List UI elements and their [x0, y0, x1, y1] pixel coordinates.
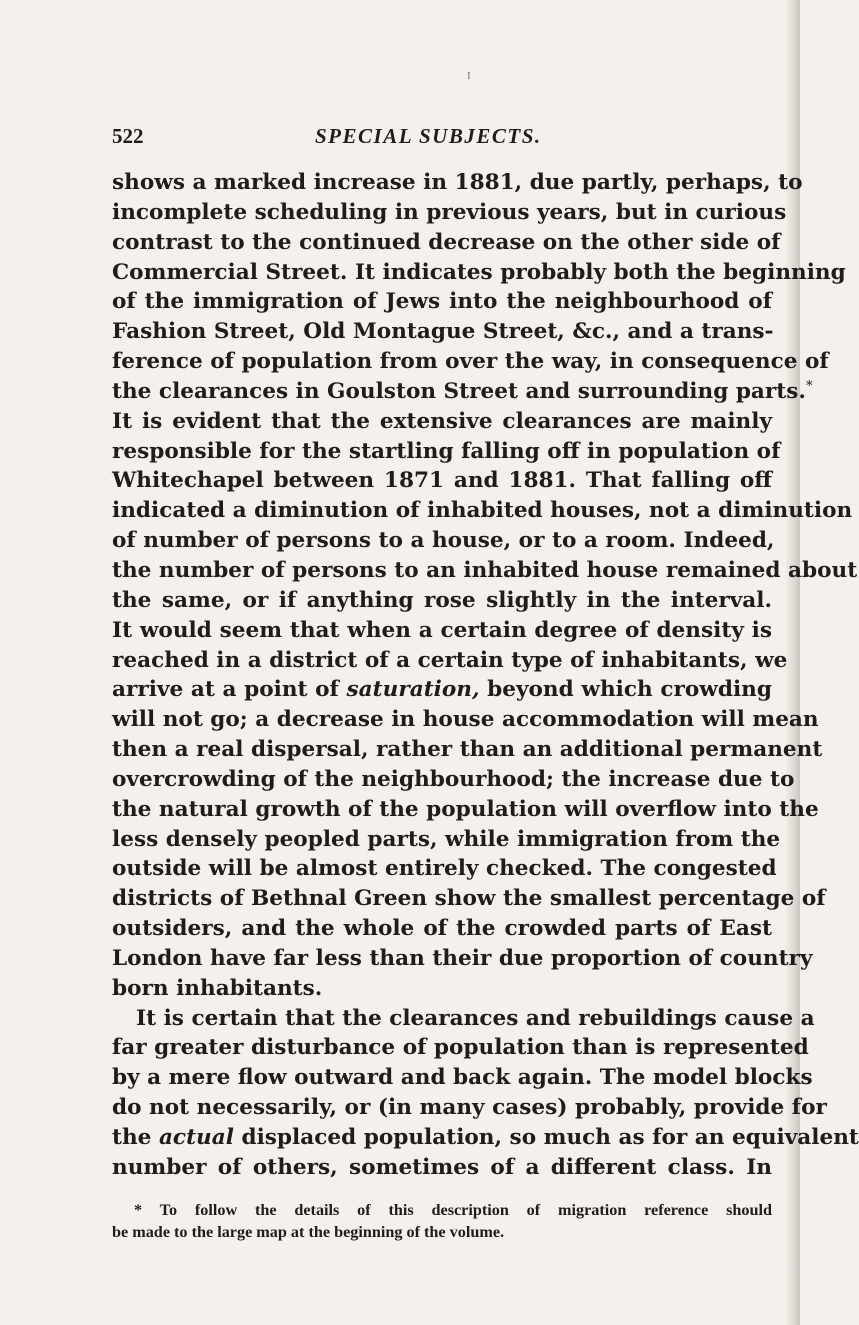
- text-segment: the natural growth of the population will overflow into the: [112, 796, 819, 822]
- text-line: [112, 854, 777, 884]
- text-line: [112, 1004, 815, 1034]
- text-line: [112, 616, 772, 646]
- text-line: [112, 1093, 827, 1123]
- text-segment: shows a marked increase in 1881, due partly, perhaps, to: [112, 170, 803, 195]
- footnote: [112, 1199, 772, 1243]
- text-line: [112, 1033, 809, 1063]
- body-text: [112, 168, 859, 1183]
- text-line: [112, 705, 819, 735]
- text-line: [112, 228, 781, 258]
- text-segment: will not go; a decrease in house accommodation will mean: [112, 707, 819, 733]
- text-segment: outside will be almost entirely checked. The congested: [112, 856, 777, 882]
- text-segment: arrive at a point of: [112, 677, 347, 703]
- text-segment: contrast to the continued decrease on the other side of: [112, 229, 781, 255]
- text-line: [112, 198, 787, 228]
- footnote-marker: *: [805, 378, 813, 394]
- text-line: [112, 914, 772, 944]
- italic-phrase: actual: [158, 1125, 234, 1150]
- text-line: [112, 646, 788, 676]
- text-segment: by a mere flow outward and back again. The model blocks: [112, 1065, 813, 1091]
- text-line: [112, 825, 781, 855]
- text-line: [112, 407, 772, 437]
- text-line: [112, 586, 772, 616]
- text-segment: incomplete scheduling in previous years, but in curious: [112, 199, 787, 225]
- running-head: [112, 124, 772, 152]
- text-segment: far greater disturbance of population than is represented: [112, 1035, 809, 1061]
- text-segment: responsible for the startling falling off in population of: [112, 438, 781, 464]
- text-line: [112, 974, 772, 1004]
- text-line: [112, 765, 795, 795]
- text-line: [112, 1063, 813, 1093]
- text-segment: Commercial Street. It indicates probably both the beginning: [112, 259, 846, 285]
- text-segment: reached in a district of a certain type of inhabitants, we: [112, 647, 788, 673]
- text-line: [112, 466, 772, 496]
- text-segment: beyond which crowding: [479, 677, 772, 703]
- text-segment: of number of persons to a house, or to a room. Indeed,: [112, 528, 775, 554]
- text-line: [112, 347, 829, 377]
- text-segment: number of others, sometimes of a different class. In: [112, 1154, 772, 1180]
- text-line: [112, 496, 853, 526]
- text-segment: ference of population from over the way, in consequence of: [112, 349, 829, 375]
- text-segment: Whitechapel between 1871 and 1881. That falling off: [112, 468, 772, 494]
- text-line: [112, 884, 826, 914]
- text-line: [112, 377, 813, 407]
- italic-phrase: saturation,: [346, 677, 480, 703]
- text-segment: born inhabitants.: [112, 975, 323, 1001]
- top-mark: I: [467, 70, 471, 82]
- text-line: [112, 1123, 859, 1153]
- text-segment: the number of persons to an inhabited house remained about: [112, 557, 858, 583]
- text-segment: districts of Bethnal Green show the smallest percentage of: [112, 886, 826, 912]
- text-line: [112, 944, 813, 974]
- text-segment: of the immigration of Jews into the neighbourhood of: [112, 289, 772, 315]
- text-segment: London have far less than their due proportion of country: [112, 945, 813, 971]
- text-segment: It is evident that the extensive clearances are mainly: [112, 408, 772, 434]
- footnote-line: * To follow the details of this description of migration reference should: [134, 1201, 772, 1219]
- text-line: [112, 735, 823, 765]
- text-segment: overcrowding of the neighbourhood; the increase due to: [112, 766, 795, 792]
- text-line: [112, 317, 772, 347]
- text-line: [112, 526, 775, 556]
- text-line: [112, 1153, 772, 1183]
- text-segment: It would seem that when a certain degree of density is: [112, 617, 772, 643]
- text-line: [112, 258, 846, 288]
- running-title: SPECIAL SUBJECTS.: [315, 124, 542, 148]
- text-segment: outsiders, and the whole of the crowded parts of East: [112, 916, 772, 942]
- text-line: [112, 437, 781, 467]
- page-number: 522: [112, 124, 144, 148]
- text-segment: Fashion Street, Old Montague Street, &c., and a trans-: [112, 319, 774, 345]
- text-segment: do not necessarily, or (in many cases) probably, provide for: [112, 1095, 827, 1121]
- text-segment: then a real dispersal, rather than an additional permanent: [112, 737, 823, 763]
- text-segment: displaced population, so much as for an equivalent: [233, 1125, 859, 1150]
- text-segment: the: [112, 1125, 159, 1150]
- footnote-line: be made to the large map at the beginning of the volume.: [112, 1223, 505, 1241]
- text-line: [112, 168, 803, 198]
- text-line: [112, 795, 819, 825]
- text-line: [112, 287, 772, 317]
- text-segment: less densely peopled parts, while immigration from the: [112, 826, 781, 852]
- text-segment: It is certain that the clearances and rebuildings cause a: [136, 1005, 815, 1031]
- text-segment: the same, or if anything rose slightly in the interval.: [112, 587, 772, 613]
- text-line: [112, 556, 858, 586]
- text-line: [112, 675, 772, 705]
- text-segment: the clearances in Goulston Street and surrounding parts.: [112, 378, 806, 404]
- text-segment: indicated a diminution of inhabited houses, not a diminution: [112, 498, 853, 524]
